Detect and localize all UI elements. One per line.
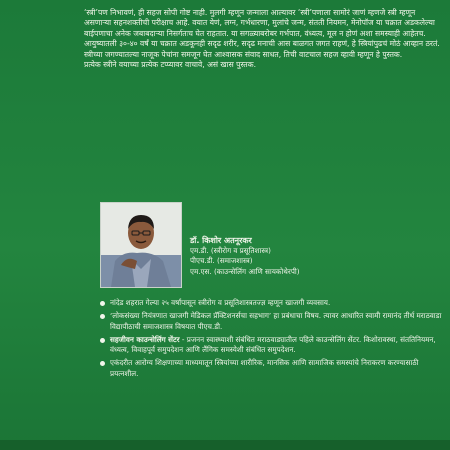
author-degree-2: पीएच.डी. (समाजशास्त्र) [190, 256, 253, 266]
blurb-paragraph-1: ‘स्त्री’पण निभावणं, ही सहज सोपी गोष्ट नाही. मुलगी म्हणून जन्माला आल्यावर ‘स्त्री’पणाला सामोरं जाणं म्हणजे स्त्री म्हणून असणाऱ्या सहनशक्तीची परीक्षाच आहे. वयात येणं, लग्न, गर्भधारणा, मुलांचे जन्म, संतती नियमन, मेनोपॉज या चक्रात अडकलेल्या बाईपणाचा अनेक जबाबदाऱ्या निसर्गतःच घेत राहतात. या सगळ्याबरोबर गर्भपात, वंध्यत्व, मूल न होणं अशा समस्याही आहेतच. आयुष्यातली ३०-४० वर्षं या चक्रात अडकूनही सदृढ शरीर, सदृढ मनाची आस बाळगत जगत राहणं, हे स्त्रियांपुढचं मोठं आव्हान ठरतं. [84, 8, 440, 49]
list-item: नांदेड शहरात गेल्या २५ वर्षांपासून स्त्रीरोग व प्रसूतिशास्त्रतज्ज्ञ म्हणून खाजगी व्यवसाय. [100, 298, 446, 308]
bullet-icon [100, 301, 105, 306]
blurb-paragraph-3: प्रत्येक स्त्रीने वयाच्या प्रत्येक टप्प्यावर वाचावे, असं खास पुस्तक. [84, 60, 256, 70]
bullet-icon [100, 361, 105, 366]
author-degree-3: एम.एस. (काउन्सेलिंग आणि सायकोथेरपी) [190, 266, 300, 276]
author-highlights [100, 298, 446, 382]
bottom-band [0, 440, 450, 450]
author-credentials [190, 236, 440, 277]
bullet-icon [100, 338, 105, 343]
blurb [84, 8, 444, 71]
author-photo [100, 202, 182, 288]
blurb-paragraph-2: स्त्रीच्या जगण्यातल्या नाजूक पेचांना समजून घेत आश्वासक संवाद साधत, तिची वाटचाल सहज व्हावी म्हणून हे पुस्तक. [84, 49, 403, 59]
author-degree-1: एम.डी. (स्त्रीरोग व प्रसूतिशास्त्र) [190, 246, 271, 256]
author-name: डॉ. किशोर अतनूरकर [190, 236, 252, 245]
list-item: सहजीवन काउन्सेलिंग सेंटर - प्रजनन स्वास्थ्याशी संबंधित मराठवाड्यातील पहिले काउन्सेलिंग सेंटर. किशोरावस्था, संततिनियमन, वंध्यत्व, विवाहपूर्व समुपदेशन आणि लैंगिक समस्येशी संबंधित समुपदेशन. [100, 335, 446, 356]
list-item: ‘लोकसंख्या नियंत्रणात खाजगी मेडिकल प्रॅक्टिशनर्सचा सहभाग’ हा प्रबंधाचा विषय. त्यावर आधारित स्वामी रामानंद तीर्थ मराठवाडा विद्यापीठाची समाजशास्त्र विषयात पीएच.डी. [100, 311, 446, 332]
list-item: एकंदरीत आरोग्य शिक्षणाच्या माध्यमातून स्त्रियांच्या शारीरिक, मानसिक आणि सामाजिक समस्यांचे निराकरण करण्यासाठी प्रयत्नशील. [100, 358, 446, 379]
bullet-icon [100, 314, 105, 319]
